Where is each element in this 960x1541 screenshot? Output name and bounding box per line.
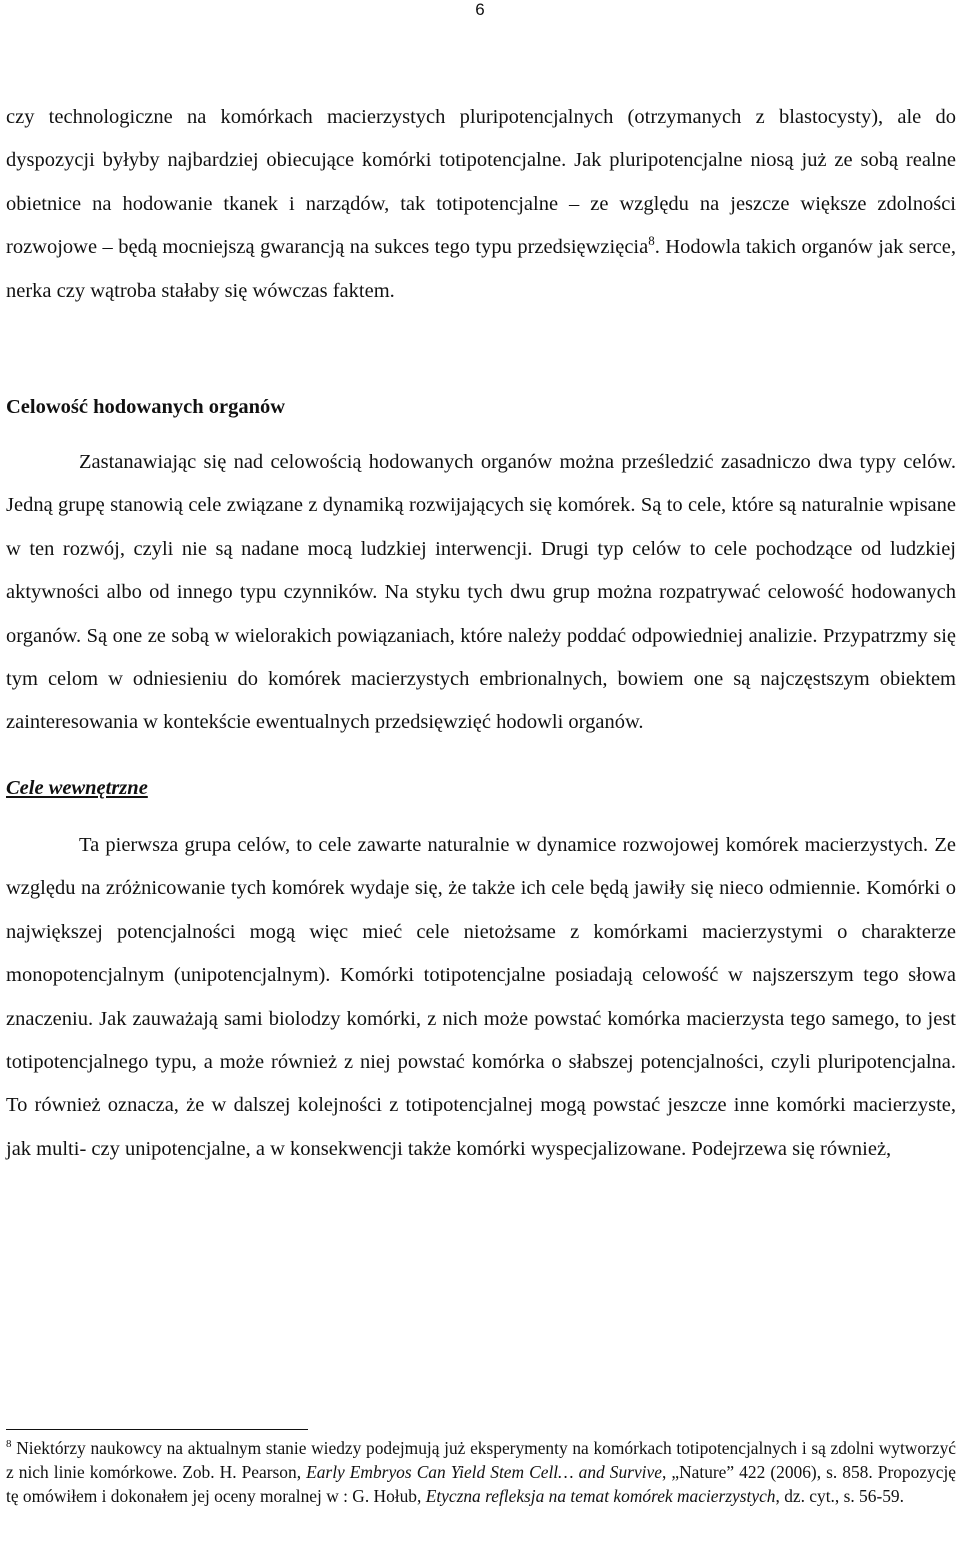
section-heading-celowosc: Celowość hodowanych organów <box>6 396 286 419</box>
footnote-text-a: Niektórzy naukowcy na aktualnym stanie wiedzy podejmują już eksperymenty na komórkach totipotencjalnych i są zdolni wytworzyć z nich linie komórkowe. Zob. H. Pearson, <box>6 1438 956 1482</box>
page-number: 6 <box>475 0 485 19</box>
footnote-reference[interactable]: 8 <box>648 233 655 249</box>
footnote-number: 8 <box>6 1438 12 1451</box>
footnote-divider <box>6 1429 308 1430</box>
paragraph-celowosc: Zastanawiając się nad celowością hodowanych organów można prześledzić zasadniczo dwa typy celów. Jedną grupę stanowią cele związane z dynamiką rozwijających się komórek. Są to cele, które są naturalnie wpisane w ten rozwój, czyli nie są nadane mocą ludzkiej interwencji. Drugi typ celów to cele pochodzące od ludzkiej aktywności albo od innego typu czynników. Na styku tych dwu grup można rozpatrywać celowość hodowanych organów. Są one ze sobą w wielorakich powiązaniach, które należy poddać odpowiedniej analizie. Przypatrzmy się tym celom w odniesieniu do komórek macierzystych embrionalnych, bowiem one są najczęstszym obiektem zainteresowania w kontekście ewentualnych przedsięwzięć hodowli organów. <box>6 451 956 734</box>
footnote-text-b: , „Nature” 422 (2006), s. 858. Propozycję tę omówiłem i dokonałem jej oceny moralnej w : G. Hołub, <box>6 1462 957 1506</box>
footnote-cited-title: Early Embryos Can Yield Stem Cell… and Survive <box>306 1462 662 1482</box>
footnote <box>6 1436 956 1508</box>
paragraph-cele-wewnetrzne: Ta pierwsza grupa celów, to cele zawarte naturalnie w dynamice rozwojowej komórek macierzystych. Ze względu na zróżnicowanie tych komórek wydaje się, że także ich cele będą jawiły się nieco odmiennie. Komórki o największej potencjalności mogą więc mieć cele nietożsame z komórkami macierzystymi o charakterze monopotencjalnym (unipotencjalnym). Komórki totipotencjalne posiadają celowość w najszerszym tego słowa znaczeniu. Jak zauważają sami biolodzy komórki, z nich może powstać komórka macierzysta tego samego, to jest totipotencjalnego typu, a może również z niej powstać komórka o słabszej potencjalności, czyli pluripotencjalna. To również oznacza, że w dalszej kolejności z totipotencjalnej mogą powstać jeszcze inne komórki macierzyste, jak multi- czy unipotencjalne, a w konsekwencji także komórki wyspecjalizowane. Podejrzewa się również, <box>6 833 956 1160</box>
paragraph-intro-text-a: czy technologiczne na komórkach macierzystych pluripotencjalnych (otrzymanych z blastocysty), ale do dyspozycji byłyby najbardziej obiecujące komórki totipotencjalne. Jak pluripotencjalne niosą już ze sobą realne obietnice na hodowanie tkanek i narządów, tak totipotencjalne – ze względu na jeszcze większe zdolności rozwojowe – będą mocniejszą gwarancją na sukces tego typu przedsięwzięcia <box>6 106 956 259</box>
document-body <box>6 96 956 1171</box>
paragraph-intro-text-b: . Hodowla takich organów jak serce, nerka czy wątroba stałaby się wówczas faktem. <box>6 236 957 302</box>
paragraph-intro <box>6 96 956 313</box>
subsection-heading-cele-wewnetrzne: Cele wewnętrzne <box>6 776 148 799</box>
footnote-cited-work: Etyczna refleksja na temat komórek macierzystych <box>425 1486 776 1506</box>
footnote-text-c: , dz. cyt., s. 56-59. <box>775 1486 904 1506</box>
